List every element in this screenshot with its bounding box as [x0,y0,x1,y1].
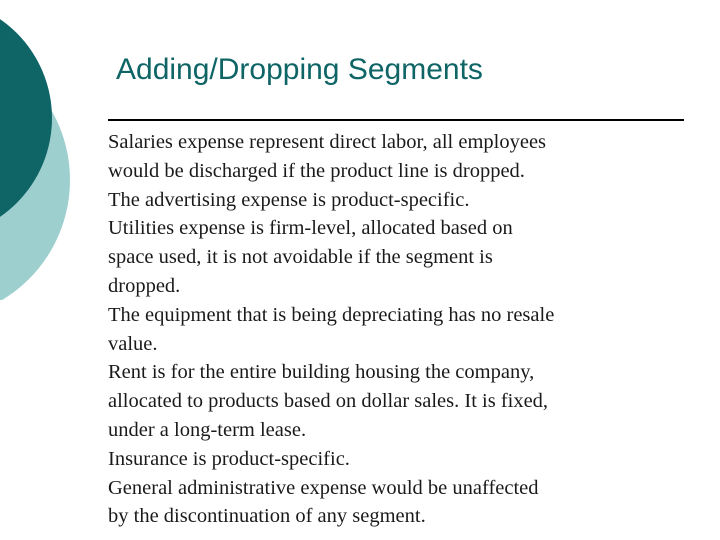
body-line: would be discharged if the product line is dropped. [108,159,525,182]
body-line: The advertising expense is product-specific. [108,188,470,211]
body-line: Salaries expense represent direct labor, all employees [108,131,547,153]
slide-title: Adding/Dropping Segments [116,53,483,86]
body-line: value. [108,332,158,355]
body-line: space used, it is not avoidable if the segment is [108,246,493,269]
body-line: The equipment that is being depreciating has no resale [108,303,555,326]
decorative-teal-circles [0,0,120,300]
body-line: General administrative expense would be unaffected [108,476,539,499]
body-line: allocated to products based on dollar sales. It is fixed, [108,390,549,413]
body-line: dropped. [108,274,181,297]
body-line: under a long-term lease. [108,418,307,441]
slide-body [108,128,678,531]
body-line: Utilities expense is firm-level, allocated based on [108,217,513,240]
body-line: Rent is for the entire building housing the company, [108,361,535,384]
title-divider [108,119,684,121]
body-line: by the discontinuation of any segment. [108,505,426,528]
body-line: Insurance is product-specific. [108,447,350,470]
